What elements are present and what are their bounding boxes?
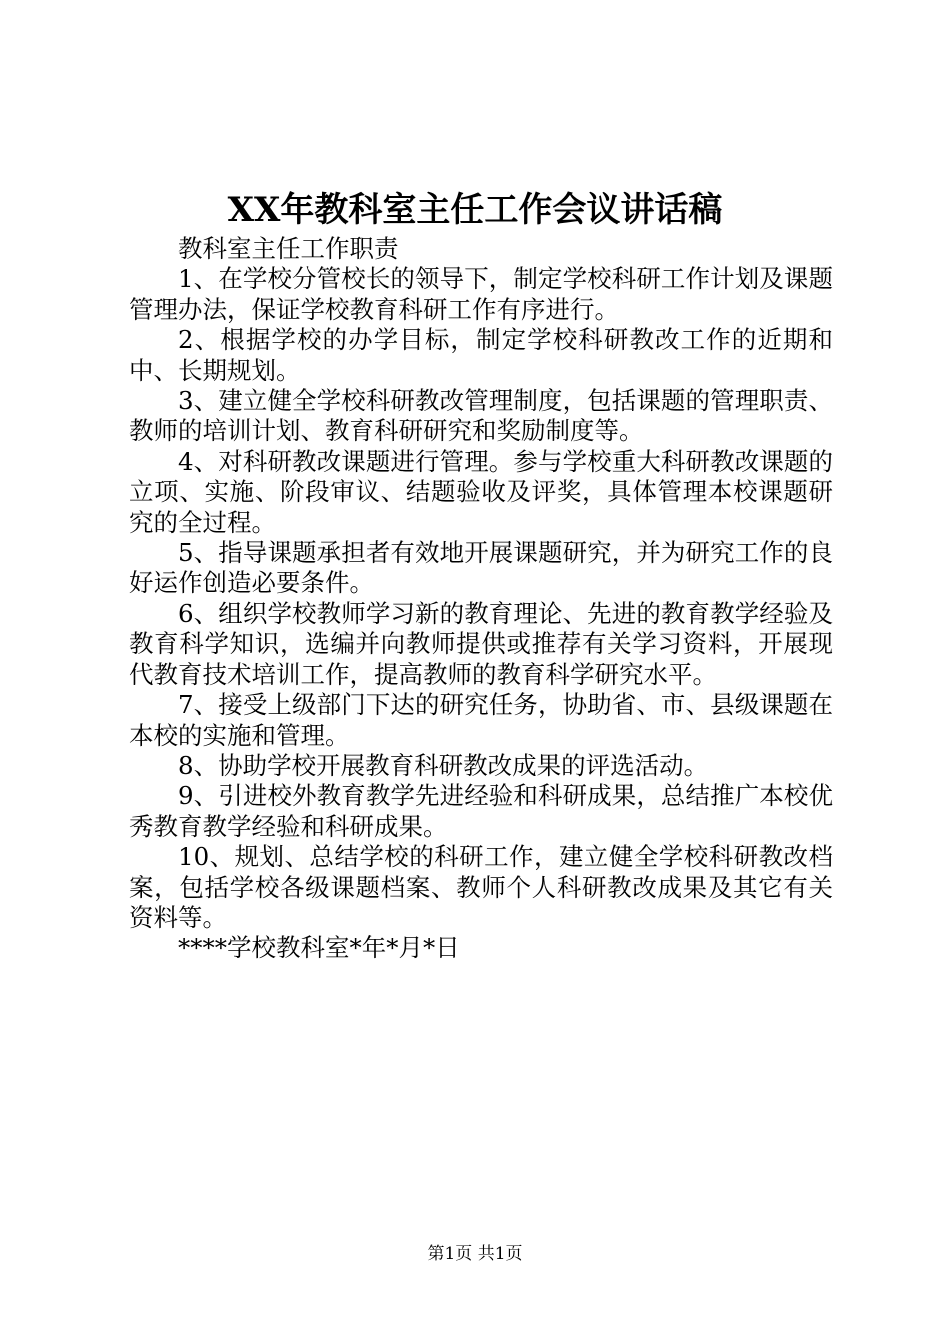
paragraph-item-7: 7、接受上级部门下达的研究任务，协助省、市、县级课题在本校的实施和管理。 bbox=[129, 690, 833, 750]
section-heading: 教科室主任工作职责 bbox=[178, 234, 399, 263]
document-body bbox=[129, 234, 833, 964]
paragraph-item-4: 4、对科研教改课题进行管理。参与学校重大科研教改课题的立项、实施、阶段审议、结题验收及评奖，具体管理本校课题研究的全过程。 bbox=[129, 446, 833, 537]
signature-line: ****学校教科室*年*月*日 bbox=[178, 933, 460, 963]
document-title: XX年教科室主任工作会议讲话稿 bbox=[227, 190, 723, 230]
paragraph-item-1: 1、在学校分管校长的领导下，制定学校科研工作计划及课题管理办法，保证学校教育科研工作有序进行。 bbox=[129, 264, 833, 324]
paragraph-item-2: 2、根据学校的办学目标，制定学校科研教改工作的近期和中、长期规划。 bbox=[129, 325, 833, 385]
page-footer: 第1页 共1页 bbox=[427, 1244, 523, 1264]
paragraph-item-9: 9、引进校外教育教学先进经验和科研成果，总结推广本校优秀教育教学经验和科研成果。 bbox=[129, 781, 833, 841]
paragraph-item-6: 6、组织学校教师学习新的教育理论、先进的教育教学经验及教育科学知识，选编并向教师提供或推荐有关学习资料，开展现代教育技术培训工作，提高教师的教育科学研究水平。 bbox=[129, 598, 833, 689]
paragraph-item-5: 5、指导课题承担者有效地开展课题研究，并为研究工作的良好运作创造必要条件。 bbox=[129, 538, 833, 598]
paragraph-item-8: 8、协助学校开展教育科研教改成果的评选活动。 bbox=[178, 750, 709, 780]
paragraph-item-10: 10、规划、总结学校的科研工作，建立健全学校科研教改档案，包括学校各级课题档案、教师个人科研教改成果及其它有关资料等。 bbox=[129, 842, 833, 932]
paragraph-item-3: 3、建立健全学校科研教改管理制度，包括课题的管理职责、教师的培训计划、教育科研研究和奖励制度等。 bbox=[129, 386, 833, 446]
